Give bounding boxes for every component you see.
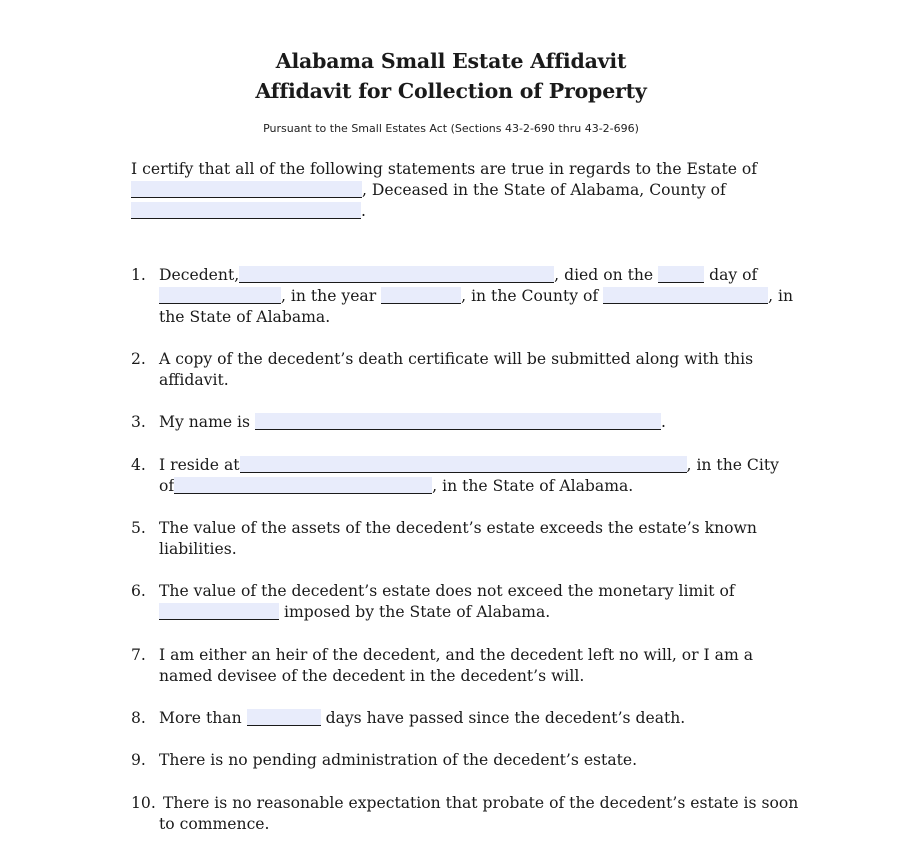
residence-address-field[interactable] xyxy=(240,456,687,473)
death-month-field[interactable] xyxy=(159,287,281,304)
item-9-line-1: There is no pending administration of the decedent’s estate. xyxy=(159,751,638,769)
item-7-line-2: named devisee of the decedent in the decedent’s will. xyxy=(159,667,585,685)
item-2-line-1: A copy of the decedent’s death certificate will be submitted along with this xyxy=(159,350,754,368)
statute-reference: Pursuant to the Small Estates Act (Sections 43-2-690 thru 43-2-696) xyxy=(263,122,639,135)
item-4-line-1 xyxy=(159,455,779,476)
item-text: , in the County of xyxy=(461,287,599,305)
item-text: Decedent, xyxy=(159,266,240,284)
monetary-limit-field[interactable] xyxy=(159,603,279,620)
item-10-line-1: There is no reasonable expectation that probate of the decedent’s estate is soon xyxy=(163,794,799,812)
item-text: day of xyxy=(709,266,758,284)
item-number: 4. xyxy=(131,456,146,474)
intro-text: , Deceased in the State of Alabama, County of xyxy=(362,181,726,199)
item-5-line-2: liabilities. xyxy=(159,540,237,558)
item-7-line-1: I am either an heir of the decedent, and the decedent left no will, or I am a xyxy=(159,646,754,664)
item-text: , in the City xyxy=(686,456,779,474)
item-6-line-2 xyxy=(159,602,550,623)
affiant-name-field[interactable] xyxy=(255,413,661,430)
item-number: 7. xyxy=(131,646,146,664)
days-passed-field[interactable] xyxy=(247,709,321,726)
item-text: More than xyxy=(159,709,242,727)
item-text: My name is xyxy=(159,413,251,431)
item-number: 10. xyxy=(131,794,156,812)
item-5-line-1: The value of the assets of the decedent’s estate exceeds the estate’s known xyxy=(159,519,757,537)
death-year-field[interactable] xyxy=(381,287,461,304)
item-1-line-2 xyxy=(159,286,793,307)
item-1-line-3 xyxy=(159,307,330,328)
item-text: . xyxy=(661,413,666,431)
item-text: , in the year xyxy=(281,287,377,305)
item-text: I reside at xyxy=(159,456,240,474)
item-4-line-2 xyxy=(159,476,633,497)
estate-name-field[interactable] xyxy=(131,181,362,198)
intro-line-3 xyxy=(131,201,366,222)
intro-text: I certify that all of the following statements are true in regards to the Estate of xyxy=(131,160,758,178)
item-number: 6. xyxy=(131,582,146,600)
item-number: 1. xyxy=(131,266,146,284)
item-text: , in xyxy=(768,287,794,305)
item-text: , in the State of Alabama. xyxy=(432,477,634,495)
item-text: , died on the xyxy=(554,266,654,284)
item-8-line-1 xyxy=(159,708,685,729)
intro-line-1 xyxy=(131,159,757,180)
document-title: Alabama Small Estate Affidavit xyxy=(275,49,627,73)
item-1-line-1 xyxy=(159,265,757,286)
county-field[interactable] xyxy=(131,202,361,219)
item-number: 5. xyxy=(131,519,146,537)
death-day-field[interactable] xyxy=(658,266,704,283)
item-2-line-2: affidavit. xyxy=(159,371,229,389)
decedent-name-field[interactable] xyxy=(239,266,554,283)
intro-text: . xyxy=(361,202,366,220)
item-number: 9. xyxy=(131,751,146,769)
item-text: imposed by the State of Alabama. xyxy=(283,603,551,621)
item-text: of xyxy=(159,477,175,495)
item-number: 3. xyxy=(131,413,146,431)
item-number: 8. xyxy=(131,709,146,727)
item-3-line-1 xyxy=(159,412,666,433)
document-subtitle-title: Affidavit for Collection of Property xyxy=(255,79,647,103)
item-number: 2. xyxy=(131,350,146,368)
item-text: the State of Alabama. xyxy=(159,308,331,326)
residence-city-field[interactable] xyxy=(174,477,432,494)
intro-line-2 xyxy=(131,180,726,201)
item-6-line-1: The value of the decedent’s estate does not exceed the monetary limit of xyxy=(159,582,735,600)
death-county-field[interactable] xyxy=(603,287,768,304)
item-text: days have passed since the decedent’s death. xyxy=(325,709,686,727)
item-10-line-2: to commence. xyxy=(159,815,270,833)
